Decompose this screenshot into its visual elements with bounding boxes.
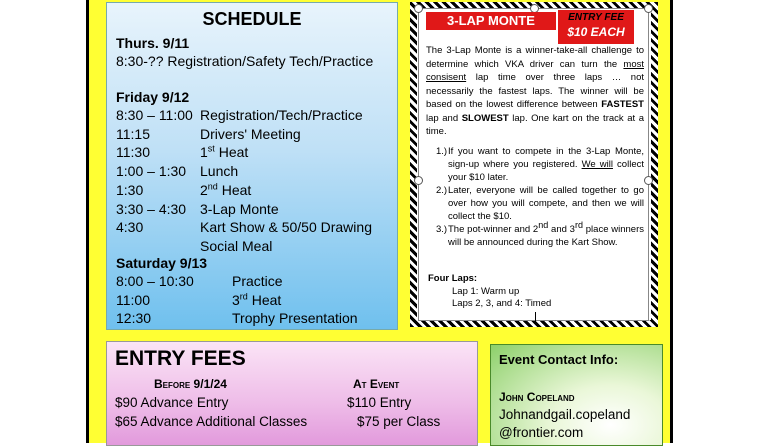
monte-title: 3-LAP MONTE [426, 12, 556, 30]
thursday-line: 8:30-?? Registration/Safety Tech/Practice [116, 53, 374, 69]
monte-step: 2.) Later, everyone will be called together to go over how you will compete, and then we will collect the $10. [436, 185, 644, 222]
lap1-text: Lap 1: Warm up [452, 286, 520, 297]
fee-label: ENTRY FEE [568, 12, 624, 23]
schedule-event: Practice [232, 273, 283, 289]
schedule-event: 1st Heat [200, 143, 249, 161]
saturday-heading: Saturday 9/13 [116, 255, 208, 271]
schedule-time: 1:00 – 1:30 [116, 163, 187, 180]
fee-before: $90 Advance Entry [115, 395, 229, 410]
friday-heading: Friday 9/12 [116, 89, 190, 105]
schedule-event: Trophy Presentation [232, 310, 358, 326]
monte-intro: The 3-Lap Monte is a winner-take-all challenge to determine which VKA driver can turn the most consisent lap time over three laps … not necessarily the fastest laps. The winner will be based on the lowest difference between FASTEST lap and SLOWEST lap. One kart on the track at a time. [426, 45, 645, 137]
fee-amount: $10 EACH [567, 25, 625, 39]
monte-steps [436, 145, 644, 249]
schedule-time: 12:30 [116, 310, 152, 326]
laps234-text: Laps 2, 3, and 4: Timed [452, 298, 552, 309]
schedule-event: 3rd Heat [232, 290, 282, 308]
schedule-time: 4:30 [116, 219, 144, 236]
schedule-event: Lunch [200, 163, 239, 180]
schedule-time: 8:00 – 10:30 [116, 273, 194, 289]
monte-step: 1.) If you want to compete in the 3-Lap Monte, sign-up where you registered. We will collect your $10 later. [436, 146, 644, 183]
schedule-time: 11:00 [116, 291, 150, 308]
fee-before: $65 Advance Additional Classes [115, 414, 308, 429]
schedule-time: 3:30 – 4:30 [116, 200, 187, 217]
schedule-time: 11:30 [116, 144, 150, 161]
schedule-event: 2nd Heat [200, 181, 252, 198]
contact-email-1[interactable]: Johnandgail.copeland [499, 407, 631, 422]
thursday-heading: Thurs. 9/11 [116, 35, 190, 51]
resize-handle[interactable] [644, 176, 653, 185]
schedule-event: 3-Lap Monte [200, 200, 279, 217]
contact-name: John Copeland [499, 390, 575, 404]
schedule-time: 8:30 – 11:00 [116, 107, 193, 123]
four-laps-heading: Four Laps: [428, 273, 478, 284]
schedule-event: Kart Show & 50/50 Drawing [200, 219, 372, 236]
schedule-time: 11:15 [116, 125, 150, 142]
monte-fee-badge [558, 10, 634, 44]
schedule-event: Registration/Tech/Practice [200, 107, 363, 123]
entry-fees-title: ENTRY FEES [115, 347, 246, 370]
text-cursor [535, 312, 536, 322]
resize-handle[interactable] [414, 176, 423, 185]
at-event-label: At Event [353, 377, 400, 391]
resize-handle[interactable] [644, 4, 653, 13]
schedule-event: Social Meal [200, 237, 273, 254]
schedule-event: Drivers' Meeting [200, 125, 301, 142]
before-label: Before 9/1/24 [154, 377, 227, 391]
fee-at-event: $75 per Class [357, 414, 441, 429]
resize-handle[interactable] [414, 4, 423, 13]
contact-email-2[interactable]: @frontier.com [499, 425, 584, 440]
fee-at-event: $110 Entry [347, 395, 412, 410]
monte-step: 3.) The pot-winner and 2nd and 3rd place winners will be announced during the Kart Show. [436, 219, 645, 248]
schedule-title: SCHEDULE [202, 9, 302, 29]
schedule-time: 1:30 [116, 181, 144, 198]
contact-heading: Event Contact Info: [499, 352, 619, 367]
